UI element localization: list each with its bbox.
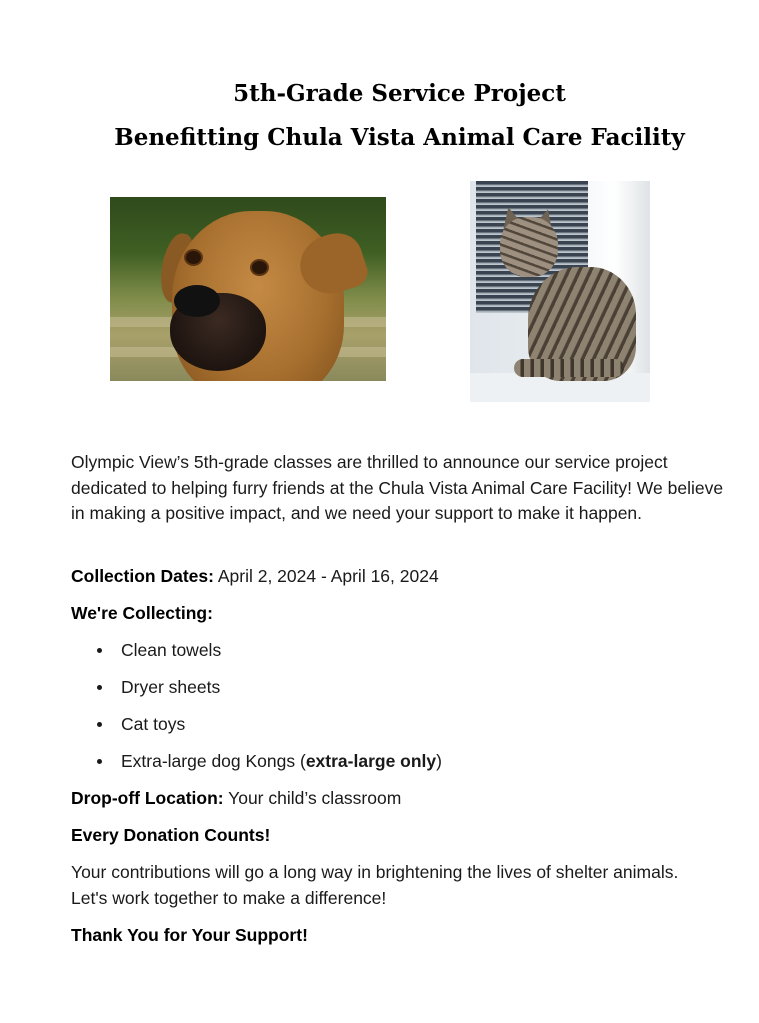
collecting-heading: We're Collecting:	[71, 603, 213, 623]
list-item	[71, 749, 442, 786]
donation-items-list	[71, 638, 442, 786]
intro-paragraph: Olympic View’s 5th-grade classes are thrilled to announce our service project dedicated to helping furry friends at the Chula Vista Animal Care Facility! We believe in making a positive impact, and we need your support to make it happen.	[71, 452, 724, 523]
list-item-text: Extra-large dog Kongs (	[121, 751, 306, 771]
contributions-paragraph: Your contributions will go a long way in brightening the lives of shelter animals. Let's work together to make a difference!	[71, 862, 679, 908]
list-item: Dryer sheets	[71, 675, 442, 712]
dropoff-label: Drop-off Location:	[71, 788, 224, 808]
every-donation-heading: Every Donation Counts!	[71, 825, 271, 845]
dog-photo	[110, 197, 386, 381]
dropoff-value: Your child’s classroom	[223, 788, 402, 808]
list-item-emphasis: extra-large only	[305, 751, 437, 771]
cat-photo	[470, 181, 650, 402]
collection-dates-label: Collection Dates:	[71, 566, 214, 586]
list-item: Clean towels	[71, 638, 442, 675]
title-line-2: Benefitting Chula Vista Animal Care Facility	[114, 124, 685, 151]
collection-dates	[71, 564, 439, 590]
title-line-1: 5th-Grade Service Project	[233, 80, 566, 107]
list-item-close: )	[436, 751, 442, 771]
list-item: Cat toys	[71, 712, 442, 749]
thank-you-line: Thank You for Your Support!	[71, 925, 308, 945]
collection-dates-value: April 2, 2024 - April 16, 2024	[213, 566, 439, 586]
dropoff-location	[71, 786, 401, 812]
